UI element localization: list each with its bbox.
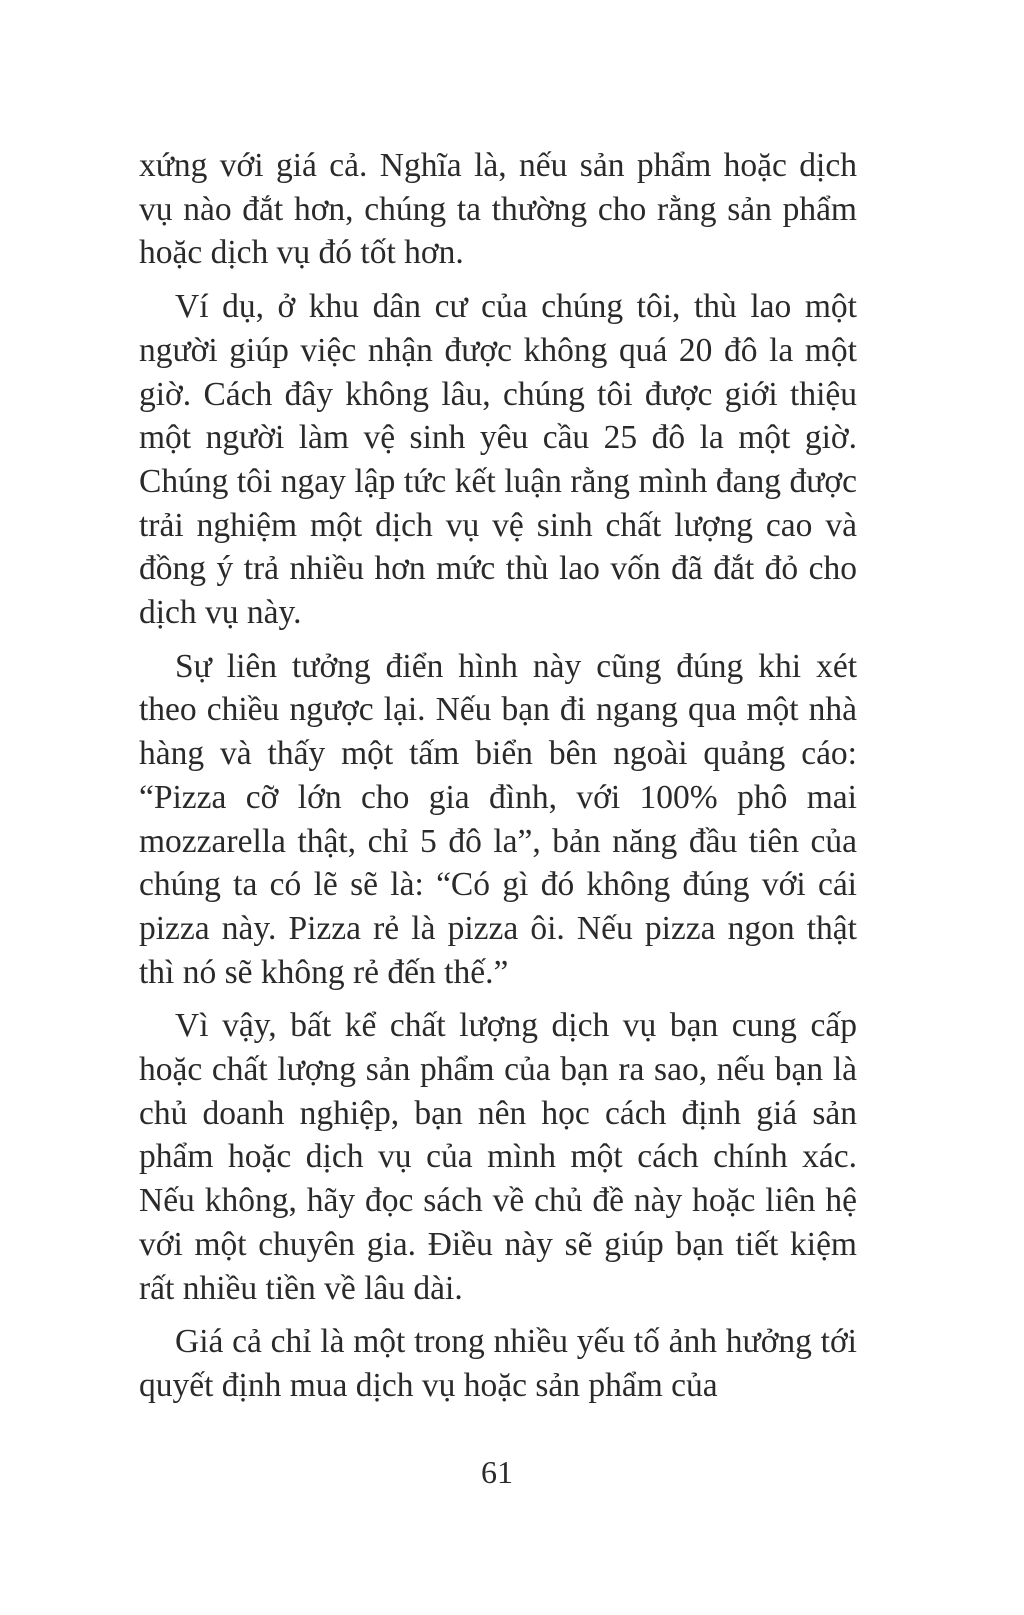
paragraph: Sự liên tưởng điển hình này cũng đúng khi xét theo chiều ngược lại. Nếu bạn đi ngang qua một nhà hàng và thấy một tấm biển bên ngoài quảng cáo: “Pizza cỡ lớn cho gia đình, với 100% phô mai mozzarella thật, chỉ 5 đô la”, bản năng đầu tiên của chúng ta có lẽ sẽ là: “Có gì đó không đúng với cái pizza này. Pizza rẻ là pizza ôi. Nếu pizza ngon thật thì nó sẽ không rẻ đến thế.” bbox=[139, 647, 857, 991]
page-number: 61 bbox=[481, 1454, 513, 1490]
paragraph-continued: xứng với giá cả. Nghĩa là, nếu sản phẩm hoặc dịch vụ nào đắt hơn, chúng ta thường cho rằng sản phẩm hoặc dịch vụ đó tốt hơn. bbox=[139, 147, 857, 272]
body-text bbox=[139, 144, 857, 1418]
paragraph: Ví dụ, ở khu dân cư của chúng tôi, thù lao một người giúp việc nhận được không quá 20 đô la một giờ. Cách đây không lâu, chúng tôi được giới thiệu một người làm vệ sinh yêu cầu 25 đô la một giờ. Chúng tôi ngay lập tức kết luận rằng mình đang được trải nghiệm một dịch vụ vệ sinh chất lượng cao và đồng ý trả nhiều hơn mức thù lao vốn đã đắt đỏ cho dịch vụ này. bbox=[139, 288, 857, 632]
paragraph: Giá cả chỉ là một trong nhiều yếu tố ảnh hưởng tới quyết định mua dịch vụ hoặc sản phẩm của bbox=[139, 1323, 857, 1404]
paragraph: Vì vậy, bất kể chất lượng dịch vụ bạn cung cấp hoặc chất lượng sản phẩm của bạn ra sao, nếu bạn là chủ doanh nghiệp, bạn nên học cách định giá sản phẩm hoặc dịch vụ của mình một cách chính xác. Nếu không, hãy đọc sách về chủ đề này hoặc liên hệ với một chuyên gia. Điều này sẽ giúp bạn tiết kiệm rất nhiều tiền về lâu dài. bbox=[139, 1007, 857, 1307]
